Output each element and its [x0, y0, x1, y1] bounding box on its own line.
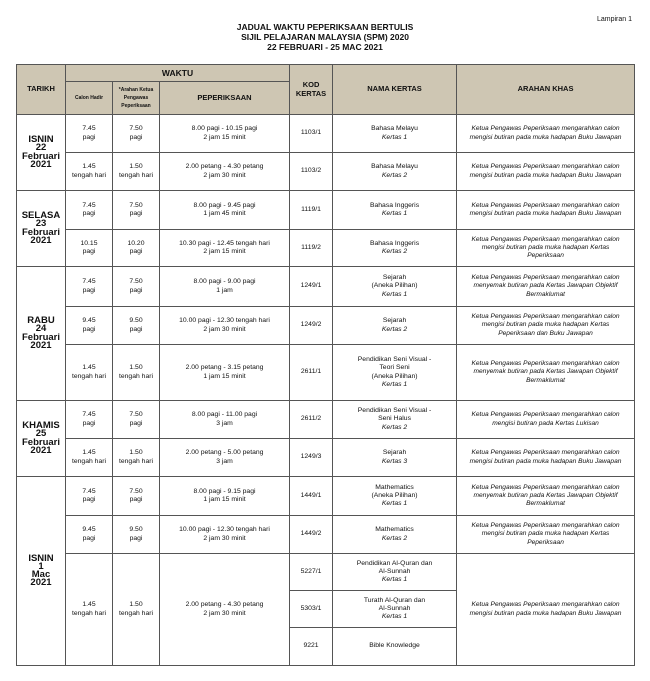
arahan-khas-cell: Ketua Pengawas Peperiksaan mengarahkan calon menyemak butiran pada Kertas Jawapan Objektif Bermaklumat: [457, 267, 635, 307]
page-title: [0, 22, 650, 52]
nama-kertas-cell: Mathematics Kertas 2: [333, 516, 457, 554]
header-arahan-ketua: *Arahan Ketua Pengawas Peperiksaan: [113, 82, 160, 115]
calon-hadir-cell: 7.45 pagi: [66, 401, 113, 439]
kod-kertas-cell: 1119/2: [290, 230, 333, 267]
nama-kertas-cell: Pendidikan Seni Visual - Teori Seni (Aneka Pilihan) Kertas 1: [333, 345, 457, 401]
table-row: [17, 153, 635, 191]
peperiksaan-cell: 8.00 pagi - 9.15 pagi 1 jam 15 minit: [160, 477, 290, 516]
arahan-ketua-cell: 7.50 pagi: [113, 401, 160, 439]
kod-kertas-cell: 1119/1: [290, 191, 333, 230]
arahan-khas-cell: Ketua Pengawas Peperiksaan mengarahkan calon mengisi butiran pada muka hadapan Kertas Peperiksaan dan Buku Jawapan: [457, 307, 635, 345]
peperiksaan-cell: 10.00 pagi - 12.30 tengah hari 2 jam 30 minit: [160, 516, 290, 554]
nama-kertas-cell: Sejarah Kertas 3: [333, 439, 457, 477]
date-isnin-22: ISNIN 22 Februari 2021: [17, 115, 66, 191]
title-line-1: JADUAL WAKTU PEPERIKSAAN BERTULIS: [236, 22, 414, 32]
header-peperiksaan: PEPERIKSAAN: [160, 82, 290, 115]
header-calon-hadir: Calon Hadir: [66, 82, 113, 115]
peperiksaan-cell: 2.00 petang - 4.30 petang 2 jam 30 minit: [160, 153, 290, 191]
arahan-ketua-cell: 1.50 tengah hari: [113, 439, 160, 477]
kod-kertas-cell: 9221: [290, 628, 333, 666]
peperiksaan-cell: 8.00 pagi - 10.15 pagi 2 jam 15 minit: [160, 115, 290, 153]
nama-kertas-cell: Pendidikan Seni Visual - Seni Halus Kertas 2: [333, 401, 457, 439]
nama-kertas-cell: Sejarah Kertas 2: [333, 307, 457, 345]
date-rabu-24: RABU 24 Februari 2021: [17, 267, 66, 401]
peperiksaan-cell: 2.00 petang - 3.15 petang 1 jam 15 minit: [160, 345, 290, 401]
header-kod-kertas: KOD KERTAS: [290, 65, 333, 115]
table-row: [17, 307, 635, 345]
kod-kertas-cell: 5227/1: [290, 554, 333, 591]
peperiksaan-cell: 8.00 pagi - 11.00 pagi 3 jam: [160, 401, 290, 439]
arahan-khas-cell: Ketua Pengawas Peperiksaan mengarahkan calon mengisi butiran pada muka hadapan Buku Jawapan: [457, 153, 635, 191]
nama-kertas-cell: Bahasa Melayu Kertas 2: [333, 153, 457, 191]
peperiksaan-cell: 2.00 petang - 4.30 petang 2 jam 30 minit: [160, 554, 290, 666]
header-tarikh: TARIKH: [17, 65, 66, 115]
table-row: [17, 191, 635, 230]
kod-kertas-cell: 5303/1: [290, 591, 333, 628]
table-row: [17, 115, 635, 153]
lampiran-label: Lampiran 1: [596, 16, 632, 23]
nama-kertas-cell: Sejarah (Aneka Pilihan) Kertas 1: [333, 267, 457, 307]
calon-hadir-cell: 7.45 pagi: [66, 191, 113, 230]
table-row: [17, 516, 635, 554]
calon-hadir-cell: 9.45 pagi: [66, 516, 113, 554]
table-row: [17, 267, 635, 307]
calon-hadir-cell: 10.15 pagi: [66, 230, 113, 267]
peperiksaan-cell: 8.00 pagi - 9.00 pagi 1 jam: [160, 267, 290, 307]
calon-hadir-cell: 1.45 tengah hari: [66, 345, 113, 401]
arahan-khas-cell: Ketua Pengawas Peperiksaan mengarahkan calon menyemak butiran pada Kertas Jawapan Objektif Bermaklumat: [457, 345, 635, 401]
date-khamis-25: KHAMIS 25 Februari 2021: [17, 401, 66, 477]
kod-kertas-cell: 1103/1: [290, 115, 333, 153]
nama-kertas-cell: Bahasa Melayu Kertas 1: [333, 115, 457, 153]
nama-kertas-cell: Mathematics (Aneka Pilihan) Kertas 1: [333, 477, 457, 516]
kod-kertas-cell: 2611/1: [290, 345, 333, 401]
arahan-ketua-cell: 1.50 tengah hari: [113, 554, 160, 666]
peperiksaan-cell: 10.00 pagi - 12.30 tengah hari 2 jam 30 minit: [160, 307, 290, 345]
arahan-ketua-cell: 7.50 pagi: [113, 191, 160, 230]
peperiksaan-cell: 8.00 pagi - 9.45 pagi 1 jam 45 minit: [160, 191, 290, 230]
title-line-2: SIJIL PELAJARAN MALAYSIA (SPM) 2020: [241, 32, 409, 42]
kod-kertas-cell: 1449/1: [290, 477, 333, 516]
table-row: [17, 401, 635, 439]
table-row: [17, 554, 635, 591]
calon-hadir-cell: 1.45 tengah hari: [66, 439, 113, 477]
nama-kertas-cell: Bahasa Inggeris Kertas 1: [333, 191, 457, 230]
exam-schedule-table: [16, 64, 635, 666]
calon-hadir-cell: 7.45 pagi: [66, 477, 113, 516]
calon-hadir-cell: 7.45 pagi: [66, 267, 113, 307]
arahan-ketua-cell: 1.50 tengah hari: [113, 153, 160, 191]
calon-hadir-cell: 1.45 tengah hari: [66, 153, 113, 191]
header-waktu: WAKTU: [66, 65, 290, 82]
date-selasa-23: SELASA 23 Februari 2021: [17, 191, 66, 267]
arahan-khas-cell: Ketua Pengawas Peperiksaan mengarahkan calon mengisi butiran pada muka hadapan Buku Jawapan: [457, 439, 635, 477]
arahan-khas-cell: Ketua Pengawas Peperiksaan mengarahkan calon mengisi butiran pada muka hadapan Buku Jawapan: [457, 191, 635, 230]
arahan-ketua-cell: 7.50 pagi: [113, 267, 160, 307]
kod-kertas-cell: 1249/2: [290, 307, 333, 345]
arahan-ketua-cell: 9.50 pagi: [113, 307, 160, 345]
arahan-khas-cell: Ketua Pengawas Peperiksaan mengarahkan calon mengisi butiran pada muka hadapan Buku Jawapan: [457, 554, 635, 666]
table-row: [17, 477, 635, 516]
table-row: [17, 439, 635, 477]
title-line-3: 22 FEBRUARI - 25 MAC 2021: [267, 42, 383, 52]
calon-hadir-cell: 9.45 pagi: [66, 307, 113, 345]
kod-kertas-cell: 1249/1: [290, 267, 333, 307]
nama-kertas-cell: Pendidikan Al-Quran dan Al-Sunnah Kertas 1: [333, 554, 457, 591]
calon-hadir-cell: 1.45 tengah hari: [66, 554, 113, 666]
header-nama-kertas: NAMA KERTAS: [333, 65, 457, 115]
arahan-ketua-cell: 1.50 tengah hari: [113, 345, 160, 401]
nama-kertas-cell: Turath Al-Quran dan Al-Sunnah Kertas 1: [333, 591, 457, 628]
peperiksaan-cell: 10.30 pagi - 12.45 tengah hari 2 jam 15 minit: [160, 230, 290, 267]
arahan-khas-cell: Ketua Pengawas Peperiksaan mengarahkan calon menyemak butiran pada Kertas Jawapan Objektif Bermaklumat: [457, 477, 635, 516]
arahan-ketua-cell: 9.50 pagi: [113, 516, 160, 554]
header-arahan-khas: ARAHAN KHAS: [457, 65, 635, 115]
arahan-khas-cell: Ketua Pengawas Peperiksaan mengarahkan calon mengisi butiran pada muka hadapan Kertas Peperiksaan: [457, 230, 635, 267]
arahan-ketua-cell: 7.50 pagi: [113, 477, 160, 516]
arahan-khas-cell: Ketua Pengawas Peperiksaan mengarahkan calon mengisi butiran pada muka hadapan Kertas Peperiksaan: [457, 516, 635, 554]
arahan-ketua-cell: 10.20 pagi: [113, 230, 160, 267]
kod-kertas-cell: 1103/2: [290, 153, 333, 191]
table-row: [17, 345, 635, 401]
kod-kertas-cell: 1449/2: [290, 516, 333, 554]
header-row-1: [17, 65, 635, 82]
peperiksaan-cell: 2.00 petang - 5.00 petang 3 jam: [160, 439, 290, 477]
date-isnin-1: ISNIN 1 Mac 2021: [17, 477, 66, 666]
kod-kertas-cell: 2611/2: [290, 401, 333, 439]
nama-kertas-cell: Bible Knowledge: [333, 628, 457, 666]
arahan-khas-cell: Ketua Pengawas Peperiksaan mengarahkan calon mengisi butiran pada muka hadapan Buku Jawapan: [457, 115, 635, 153]
arahan-khas-cell: Ketua Pengawas Peperiksaan mengarahkan calon mengisi butiran pada Kertas Lukisan: [457, 401, 635, 439]
arahan-ketua-cell: 7.50 pagi: [113, 115, 160, 153]
kod-kertas-cell: 1249/3: [290, 439, 333, 477]
nama-kertas-cell: Bahasa Inggeris Kertas 2: [333, 230, 457, 267]
calon-hadir-cell: 7.45 pagi: [66, 115, 113, 153]
table-row: [17, 230, 635, 267]
